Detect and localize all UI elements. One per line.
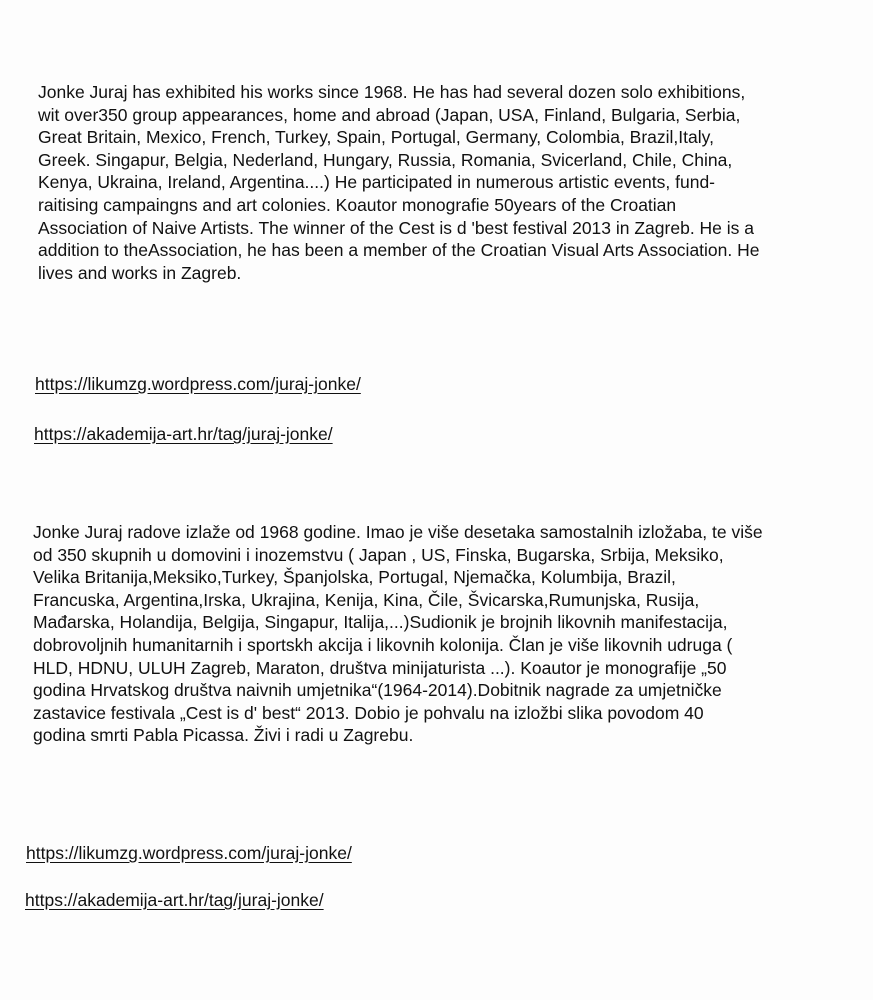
english-line: raitising campaingns and art colonies. Koautor monografie 50years of the Croatian — [38, 194, 677, 215]
english-biography-paragraph — [38, 81, 760, 284]
croatian-line: Mađarska, Holandija, Belgija, Singapur, Italija,...)Sudionik je brojnih likovnih manifestacija, — [33, 612, 728, 633]
croatian-line: HLD, HDNU, ULUH Zagreb, Maraton, društva minijaturista ...). Koautor je monografije „50 — [33, 657, 727, 678]
croatian-line: godina Hrvatskog društva naivnih umjetnika“(1964-2014).Dobitnik nagrade za umjetničke — [33, 680, 722, 701]
english-akademija-link[interactable]: https://akademija-art.hr/tag/juraj-jonke/ — [34, 424, 333, 444]
croatian-akademija-link[interactable]: https://akademija-art.hr/tag/juraj-jonke/ — [25, 890, 324, 910]
croatian-line: Francuska, Argentina,Irska, Ukrajina, Kenija, Kina, Čile, Švicarska,Rumunjska, Rusija, — [33, 589, 700, 610]
english-line: Jonke Juraj has exhibited his works since 1968. He has had several dozen solo exhibitions, — [38, 82, 746, 102]
croatian-line: od 350 skupnih u domovini i inozemstvu ( Japan , US, Finska, Bugarska, Srbija, Meksiko, — [33, 544, 724, 565]
croatian-line: Velika Britanija,Meksiko,Turkey, Španjolska, Portugal, Njemačka, Kolumbija, Brazil, — [33, 567, 676, 588]
english-line: Greek. Singapur, Belgia, Nederland, Hungary, Russia, Romania, Svicerland, Chile, China, — [38, 149, 733, 170]
english-line: addition to theAssociation, he has been a member of the Croatian Visual Arts Association. He — [38, 240, 760, 261]
english-line: Great Britain, Mexico, French, Turkey, Spain, Portugal, Germany, Colombia, Brazil,Italy, — [38, 127, 714, 148]
croatian-line: zastavice festivala „Cest is d' best“ 2013. Dobio je pohvalu na izložbi slika povodom 40 — [33, 702, 704, 723]
croatian-line: Jonke Juraj radove izlaže od 1968 godine. Imao je više desetaka samostalnih izložaba, te više — [33, 522, 763, 542]
croatian-biography-paragraph — [33, 521, 763, 747]
english-line: wit over350 group appearances, home and abroad (Japan, USA, Finland, Bulgaria, Serbia, — [38, 104, 741, 125]
croatian-line: godina smrti Pabla Picassa. Živi i radi u Zagrebu. — [33, 725, 414, 746]
english-line: Kenya, Ukraina, Ireland, Argentina....) He participated in numerous artistic events, fund- — [38, 172, 716, 193]
croatian-line: dobrovoljnih humanitarnih i sportskh akcija i likovnih kolonija. Član je više likovnih udruga ( — [33, 634, 733, 655]
english-line: Association of Naive Artists. The winner of the Cest is d 'best festival 2013 in Zagreb. He is a — [38, 217, 755, 238]
english-line: lives and works in Zagreb. — [38, 262, 242, 283]
english-likumzg-link[interactable]: https://likumzg.wordpress.com/juraj-jonke/ — [35, 374, 361, 394]
croatian-likumzg-link[interactable]: https://likumzg.wordpress.com/juraj-jonke/ — [26, 843, 352, 863]
